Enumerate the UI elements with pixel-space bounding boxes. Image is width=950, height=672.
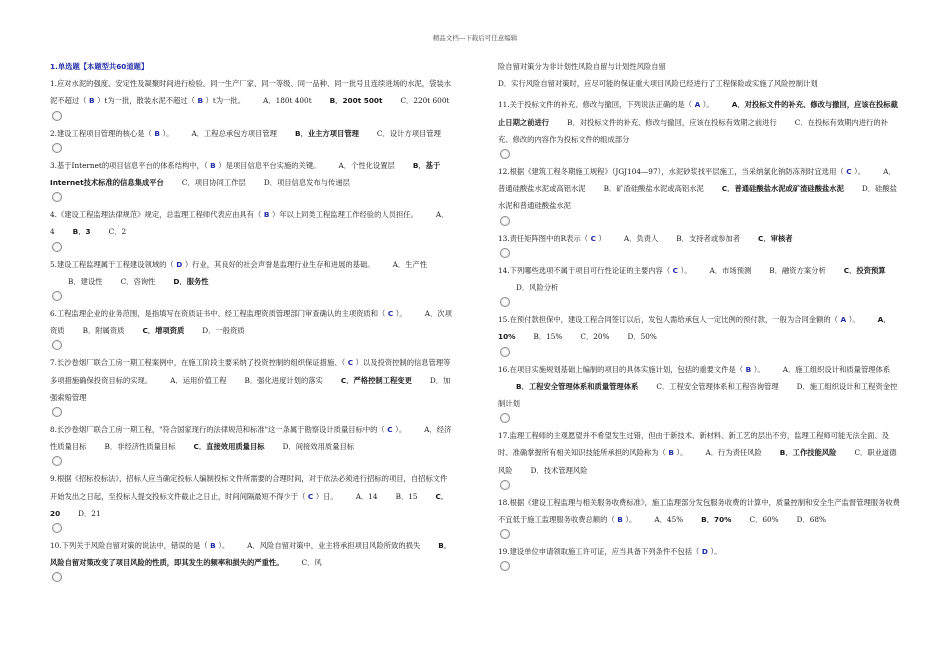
radio-icon[interactable] <box>500 480 510 490</box>
answer-option[interactable]: A．14 <box>355 491 378 501</box>
answer-option[interactable]: D．项目信息发布与传递层 <box>263 178 350 188</box>
answer-letter: B <box>86 96 98 106</box>
question-stem: 17.监理工程师的主观愿望并不希望发生过错，但由于新技术、新材料、新工艺的层出不穷，监理工程师可能无法全面、及时、准确掌握所有相关知识技能所承担的风险称为（ <box>498 431 890 458</box>
question-stem: 5.建设工程监理属于工程建设领域的（ <box>50 259 174 269</box>
answer-option[interactable]: B．附属资质 <box>82 326 125 336</box>
question-stem: 14.下列哪些选项不属于项目可行性论证的主要内容（ <box>498 265 671 275</box>
radio-row <box>498 412 902 423</box>
section-title: 1.单选题【本题型共60道题】 <box>50 62 149 71</box>
question-item <box>498 230 902 258</box>
answer-letter: A <box>692 100 703 110</box>
question-item <box>50 206 454 251</box>
answer-option[interactable]: B．工作技能风险 <box>779 448 837 458</box>
question-stem: 4.《建设工程监理法律规范》规定，总监理工程师代表应由具有（ <box>50 210 262 220</box>
answer-letter: B <box>665 448 677 458</box>
answer-option[interactable]: B．强化进度计划的落实 <box>244 375 323 385</box>
answer-letter: D <box>173 259 185 269</box>
radio-row <box>498 560 902 571</box>
radio-icon[interactable] <box>500 529 510 539</box>
radio-row <box>498 479 902 490</box>
radio-icon[interactable] <box>52 291 62 301</box>
answer-option[interactable]: B．非经济性质量目标 <box>104 442 176 452</box>
answer-option[interactable]: A．生产性 <box>392 259 428 269</box>
left-column <box>50 58 454 586</box>
question-stem: 2.建设工程项目管理的核心是（ <box>50 128 152 138</box>
radio-icon[interactable] <box>500 413 510 423</box>
answer-option[interactable]: A．普通硅酸盐水泥或高铝水泥 <box>498 167 896 194</box>
answer-option[interactable]: B．风险自留对策改变了项目风险的性质，即其发生的频率和损失的严重性。 <box>50 541 452 568</box>
question-item <box>498 427 902 490</box>
question-stem: 6.工程监理企业的业务范围，是指填写在资质证书中、经工程监理资质管理部门审查确认的主项资质和（ <box>50 309 386 319</box>
answer-letter: A <box>837 315 849 325</box>
answer-option[interactable]: B．15% <box>533 332 563 342</box>
question-stem-end: ）t为一批，散装水泥不超过（ <box>97 96 195 106</box>
question-item <box>498 543 902 571</box>
question-text <box>50 421 454 455</box>
radio-icon[interactable] <box>52 143 62 153</box>
question-stem-end: ）。 <box>710 547 722 557</box>
question-item <box>50 75 454 120</box>
answer-option[interactable]: D．加强索赔管理 <box>50 375 451 402</box>
radio-icon[interactable] <box>52 242 62 252</box>
question-stem-end: ）是项目信息平台实施的关键。 <box>218 160 321 170</box>
question-stem-end: ）。 <box>753 364 765 374</box>
radio-icon[interactable] <box>500 561 510 571</box>
answer-option[interactable]: C．审核者 <box>758 233 793 243</box>
answer-option[interactable]: C．220t 600t <box>400 96 450 106</box>
radio-row <box>50 406 454 417</box>
answer-letter: C <box>305 491 316 501</box>
radio-row <box>498 148 902 159</box>
answer-letter: B <box>207 541 219 551</box>
radio-row <box>50 241 454 252</box>
question-stem-end: ）。 <box>680 265 692 275</box>
question-item <box>50 256 454 301</box>
answer-option[interactable]: C．在投标有效期内进行的补充、修改的内容作为投标文件的组成部分 <box>498 117 888 144</box>
answer-option[interactable]: B．3 <box>72 227 91 237</box>
answer-option[interactable]: C．增项资质 <box>142 326 185 336</box>
answer-option[interactable]: D．服务性 <box>173 276 209 286</box>
answer-option[interactable]: C．严格控制工程变更 <box>340 375 412 385</box>
answer-letter: B <box>207 160 219 170</box>
question-item <box>50 421 454 466</box>
question-text: 险自留对策分为非计划性风险自留与计划性风险自留 <box>498 62 666 71</box>
answer-letter: C <box>384 425 396 435</box>
radio-icon[interactable] <box>52 407 62 417</box>
question-item <box>50 354 454 417</box>
answer-option[interactable]: A．45% <box>654 515 684 525</box>
question-text <box>50 305 454 339</box>
answer-option[interactable]: C．工程安全管理体系和工程咨询管理 <box>656 381 779 391</box>
question-item <box>498 96 902 159</box>
question-item <box>498 58 902 92</box>
question-stem: 10.下列关于风险自留对策的说法中，错误的是（ <box>50 541 208 551</box>
answer-option[interactable]: C．项目协同工作层 <box>181 178 246 188</box>
answer-option[interactable]: C．设计方项目管理 <box>376 128 441 138</box>
answer-option[interactable]: C．风 <box>301 558 322 568</box>
answer-option[interactable]: B．200t 500t <box>329 96 383 106</box>
answer-option[interactable]: D．技术管理风险 <box>530 465 588 475</box>
question-item <box>50 125 454 153</box>
question-stem-end: ） <box>598 233 606 243</box>
question-text <box>498 361 902 413</box>
answer-option[interactable]: D．21 <box>78 508 101 518</box>
question-stem-end: ）行业，其良好的社会声誉是监理行业生存和进展的基础。 <box>184 259 375 269</box>
question-item <box>50 470 454 533</box>
answer-option[interactable]: B．15 <box>395 491 418 501</box>
answer-letter: C <box>345 358 356 368</box>
question-stem-end: ）。 <box>676 448 688 458</box>
question-stem-end: ）。 <box>162 128 174 138</box>
question-stem: 12.根据《建筑工程冬期施工规程》（JGJ104—97），水泥砂浆找平层施工，当采纳氯化钠防冻剂时宜选用（ <box>498 167 844 177</box>
question-stem: 3.基于Internet的项目信息平台的体系结构中，（ <box>50 160 208 170</box>
answer-option[interactable]: C．咨询性 <box>120 276 156 286</box>
answer-option[interactable]: A．对投标文件的补充、修改与撤回，应该在投标截止日期之前进行 <box>498 100 898 127</box>
answer-option[interactable]: A．运用价值工程 <box>170 375 227 385</box>
answer-option[interactable]: D．50% <box>627 332 657 342</box>
question-text <box>498 163 902 215</box>
radio-row <box>50 290 454 301</box>
question-text <box>498 262 902 296</box>
answer-letter: B <box>151 128 163 138</box>
question-stem-end: ）以及投资控制的信息管理等多项措施确保投资目标的实现。 <box>50 358 451 385</box>
question-item <box>498 361 902 424</box>
question-text <box>498 230 902 247</box>
question-item <box>50 157 454 202</box>
question-text <box>498 311 902 345</box>
answer-option[interactable]: D．68% <box>796 515 826 525</box>
question-stem-end: ）。 <box>848 315 860 325</box>
answer-option[interactable]: C．职业道德风险 <box>498 448 897 475</box>
radio-row <box>50 110 454 121</box>
answer-option[interactable]: A．经济性质量目标 <box>50 425 452 452</box>
answer-option[interactable]: D．一般资质 <box>202 326 245 336</box>
question-text <box>50 537 454 571</box>
answer-letter: C <box>670 265 681 275</box>
question-item <box>50 537 454 582</box>
question-item <box>498 494 902 539</box>
radio-icon[interactable] <box>500 297 510 307</box>
answer-option[interactable]: A．负责人 <box>623 233 659 243</box>
radio-row <box>498 296 902 307</box>
question-stem-end: ）年以上同类工程监理工作经验的人员担任。 <box>271 210 418 220</box>
radio-row <box>498 247 902 258</box>
radio-icon[interactable] <box>52 111 62 121</box>
answer-option[interactable]: B．支持者或参加者 <box>676 233 741 243</box>
question-text <box>498 494 902 528</box>
answer-option[interactable]: B．建设性 <box>68 276 103 286</box>
question-item <box>498 262 902 307</box>
question-stem: 7.长沙卷烟厂联合工房一期工程案例中，在施工阶段主要采纳了投资控制的组织保证措施、（ <box>50 358 346 368</box>
question-text <box>50 354 454 406</box>
radio-row <box>498 346 902 357</box>
radio-row <box>50 191 454 202</box>
answer-option[interactable]: D．硅酸盐水泥和普通硅酸盐水泥 <box>498 184 897 211</box>
answer-letter: B <box>743 364 754 374</box>
answer-option[interactable]: A．次项资质 <box>50 309 452 336</box>
question-stem: 11.关于投标文件的补充、修改与撤回，下列说法正确的是（ <box>498 100 693 110</box>
answer-option[interactable]: B．对投标文件的补充、修改与撤回，应该在投标有效期之前进行 <box>567 117 777 127</box>
question-stem: 8.长沙卷烟厂联合工房一期工程，"符合国家现行的法律规范和标准"这一条属于勘察设计质量目标中的（ <box>50 425 385 435</box>
question-text <box>50 470 454 522</box>
question-stem-end: ）。 <box>395 425 407 435</box>
question-text <box>50 206 454 240</box>
question-stem: 19.建设单位申请领取施工许可证，应当具备下列条件不包括（ <box>498 547 700 557</box>
question-stem-end: ）日。 <box>315 491 338 501</box>
answer-option[interactable]: A．市场预测 <box>709 265 752 275</box>
answer-option[interactable]: D．风险分析 <box>516 283 559 293</box>
question-text: D．实行风险自留对策时，应尽可能的保证重大项目风险已经进行了工程保险或实施了风险控制计划 <box>498 79 818 89</box>
answer-option[interactable]: C．直接效用质量目标 <box>193 442 265 452</box>
question-stem: 9.根据《招标投标法》，招标人应当确定投标人编制投标文件所需要的合理时间，对于依法必须进行招标的项目，自招标文件开始发出之日起，至投标人提交投标文件截止之日止，时间间隔最短不得少于（ <box>50 474 448 501</box>
right-column <box>498 58 902 575</box>
question-stem: 15.在预付款担保中，建设工程合同签订以后，发包人需给承包人一定比例的预付款，一般为合同金额的（ <box>498 315 838 325</box>
radio-row <box>498 528 902 539</box>
radio-row <box>50 455 454 466</box>
radio-icon[interactable] <box>52 456 62 466</box>
answer-letter: C <box>385 309 396 319</box>
radio-icon[interactable] <box>500 149 510 159</box>
answer-letter: C <box>588 233 599 243</box>
question-text <box>50 75 454 109</box>
radio-row <box>50 142 454 153</box>
answer-letter: C <box>843 167 855 177</box>
question-stem: 13.责任矩阵图中的R表示（ <box>498 233 589 243</box>
radio-row <box>50 522 454 533</box>
question-stem-end: ）t为一批。 <box>205 96 246 106</box>
answer-option[interactable]: C．2 <box>108 227 127 237</box>
answer-option[interactable]: B．基于Internet技术标准的信息集成平台 <box>50 160 441 188</box>
question-stem-end: ）。 <box>854 167 866 177</box>
question-item <box>50 305 454 350</box>
radio-icon[interactable] <box>52 572 62 582</box>
answer-option[interactable]: A．个性化设置层 <box>338 160 395 170</box>
answer-option[interactable]: A．180t 400t <box>263 96 312 106</box>
answer-option[interactable]: B．工程安全管理体系和质量管理体系 <box>516 381 639 391</box>
question-text <box>50 157 454 191</box>
answer-option[interactable]: A．风险自留对策中，业主将承担项目风险所致的损失 <box>247 541 421 551</box>
radio-icon[interactable] <box>500 248 510 258</box>
question-stem: 18.根据《建设工程监理与相关服务收费标准》，施工监理部分发包服务收费的计算中，质量控制和安全生产监督管理服务收费不宜低于施工监理服务收费总额的（ <box>498 497 900 525</box>
answer-letter: D <box>699 547 711 557</box>
answer-option[interactable]: C．20 <box>50 491 449 518</box>
question-text <box>50 256 454 290</box>
radio-icon[interactable] <box>52 340 62 350</box>
answer-option[interactable]: A．工程总承包方项目管理 <box>191 128 277 138</box>
question-text <box>498 543 902 560</box>
page-header: 精品文档---下载后可任意编辑 <box>432 34 518 42</box>
answer-option[interactable]: D．施工组织设计和工程资金控制计划 <box>498 381 898 409</box>
answer-option[interactable]: B．业主方项目管理 <box>294 128 359 138</box>
answer-letter: B <box>614 515 626 525</box>
answer-option[interactable]: A．施工组织设计和质量管理体系 <box>782 364 891 374</box>
question-text <box>50 125 454 142</box>
answer-letter: B <box>194 96 206 106</box>
radio-icon[interactable] <box>52 523 62 533</box>
answer-option[interactable]: B．融资方案分析 <box>769 265 826 275</box>
question-text <box>498 427 902 479</box>
answer-option[interactable]: B．70% <box>701 515 732 525</box>
question-item <box>498 311 902 356</box>
question-stem: 16.在项目实施规划基础上编制的项目的具体实施计划，包括的重要文件是（ <box>498 364 744 374</box>
radio-row <box>50 571 454 582</box>
answer-option[interactable]: D．间接效用质量目标 <box>282 442 355 452</box>
radio-icon[interactable] <box>52 192 62 202</box>
radio-row <box>50 339 454 350</box>
answer-option[interactable]: A．4 <box>50 210 449 237</box>
radio-icon[interactable] <box>500 347 510 357</box>
radio-icon[interactable] <box>500 216 510 226</box>
question-item <box>498 163 902 226</box>
answer-option[interactable]: C．20% <box>580 332 610 342</box>
answer-option[interactable]: A．10% <box>498 315 891 342</box>
answer-option[interactable]: C．普通硅酸盐水泥或矿渣硅酸盐水泥 <box>721 184 844 194</box>
question-text <box>498 96 902 148</box>
question-stem-end: ）。 <box>702 100 714 110</box>
answer-option[interactable]: B．矿渣硅酸盐水泥或高铝水泥 <box>603 184 704 194</box>
answer-option[interactable]: A．行为责任风险 <box>705 448 762 458</box>
radio-row <box>498 215 902 226</box>
answer-option[interactable]: C．投资预算 <box>843 265 886 275</box>
answer-letter: B <box>261 210 272 220</box>
answer-option[interactable]: C．60% <box>749 515 779 525</box>
question-stem-end: ）。 <box>395 309 407 319</box>
question-stem-end: ）。 <box>625 515 637 525</box>
question-stem-end: ）。 <box>218 541 230 551</box>
question-stem: 1.应对水泥的强度、安定性及凝聚时间进行检验。同一生产厂家、同一等级、同一品种、同一批号且连续进场的水泥，袋装水泥不超过（ <box>50 79 451 106</box>
